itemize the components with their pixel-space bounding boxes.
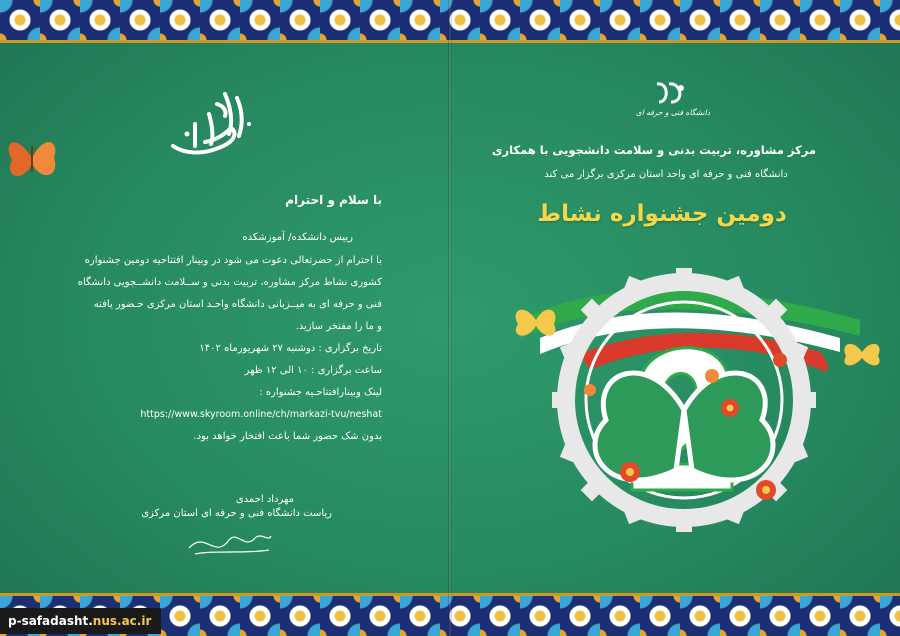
webinar-link-label: لینک وبینارافتتاحـیه جشنواره : (259, 387, 382, 398)
event-date: تاریخ برگزاری : دوشنبه ۲۷ شهریورماه ۱۴۰۲ (199, 343, 382, 354)
body-line: فنی و حرفه ای به میــزبانی دانشگاه واحـد استان مرکزی حـضور یافته (93, 299, 382, 310)
festival-title: دومین جشنواره نشاط (537, 201, 787, 227)
festival-emblem (480, 240, 900, 540)
organizer-line-2: دانشگاه فنی و حرفه ای واحد استان مرکزی برگزار می کند (544, 169, 788, 180)
signature-icon (185, 520, 275, 560)
body-line: با احترام از حضرتعالی دعوت می شود در وبینار افتتاحیه دومین جشنواره (84, 255, 382, 266)
event-time: ساعت برگزاری : ۱۰ الی ۱۲ ظهر (244, 365, 382, 376)
greeting: با سلام و احترام (285, 193, 382, 207)
butterfly-left-wing (595, 373, 684, 480)
recipient-salutation: رییس دانشکده/ آموزشکده (242, 232, 353, 243)
body-line: و ما را مفتخر سازید. (295, 321, 382, 332)
letter-page (0, 0, 448, 636)
signer-name: مهرداد احمدی (235, 494, 294, 505)
yellow-butterfly-icon (844, 344, 879, 365)
university-logo-icon (651, 80, 691, 106)
organizer-line-1: مرکز مشاوره، تربیت بدنی و سلامت دانشجویی با همکاری (491, 143, 816, 157)
site-watermark: p-safadasht.nus.ac.ir (0, 608, 161, 634)
university-name: دانشگاه فنی و حرفه ای (635, 108, 711, 117)
poster-page (452, 0, 900, 636)
besmellah-calligraphy (165, 84, 255, 164)
signer-title: ریاست دانشگاه فنی و حرفه ای استان مرکزی (141, 508, 332, 519)
webinar-link[interactable]: https://www.skyroom.online/ch/markazi-tvu/neshat (140, 409, 382, 420)
orange-butterfly-icon (2, 128, 60, 188)
closing-line: بدون شک حضور شما باعث افتخار خواهد بود. (193, 431, 382, 442)
body-line: کشوری نشاط مرکز مشاوره، تربیت بدنی و ســلامت دانشــجویی دانشگاه (77, 277, 382, 288)
butterfly-right-wing (684, 373, 773, 480)
